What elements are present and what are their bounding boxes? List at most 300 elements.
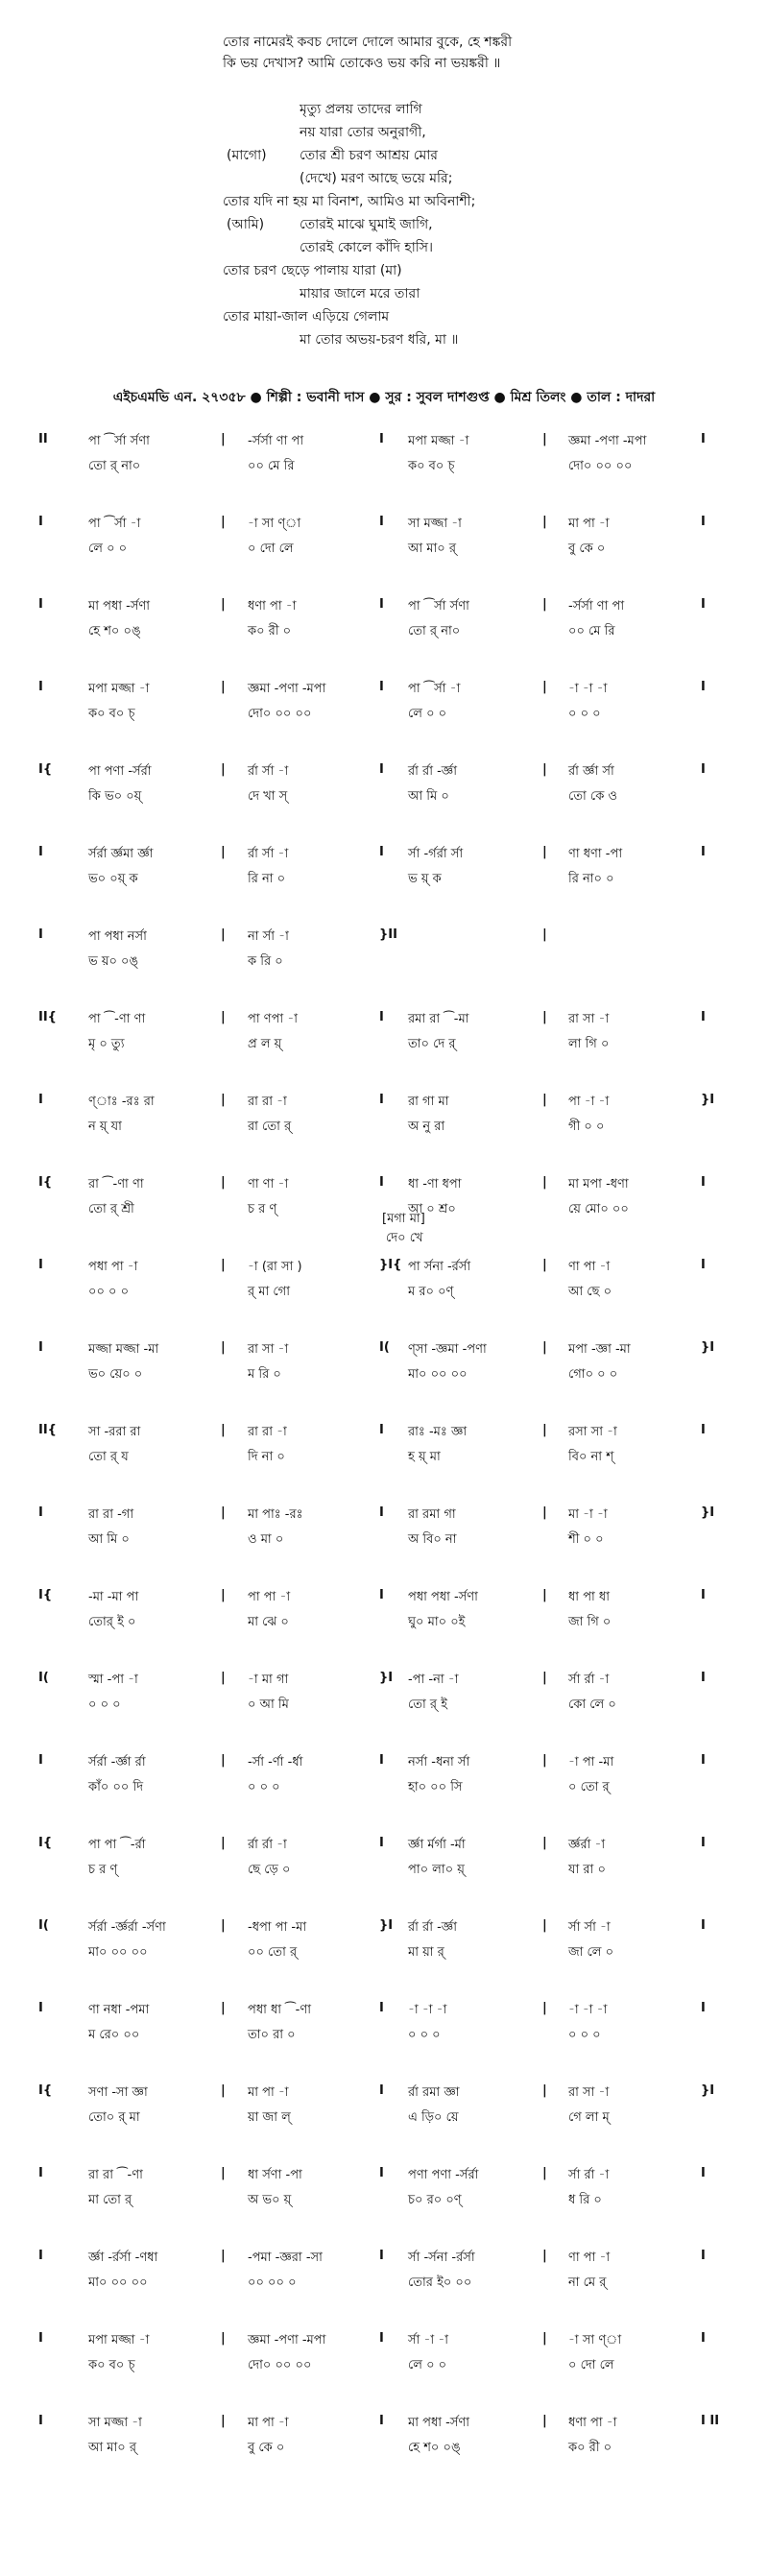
bar-marker: I	[701, 1175, 706, 1190]
bar-marker: I	[379, 1505, 384, 1520]
bar-marker: |	[542, 432, 547, 446]
bar-marker: }II	[379, 927, 397, 942]
section-marker: I	[38, 1753, 43, 1768]
notation-row	[0, 670, 768, 737]
bar-marker: |	[221, 1340, 226, 1355]
swara-group: -া সা ণ্া	[248, 517, 301, 531]
swara-group: ণা ণা -া	[248, 1177, 289, 1192]
section-marker: I{	[38, 762, 53, 777]
swara-group: পধা পধা -র্সণা	[408, 1590, 478, 1604]
swara-group: জ্ঞমা -পণা -মপা	[568, 434, 647, 448]
lyric-prefix: (মাগো)	[227, 148, 267, 163]
bani-group: মা০ ০০ ০০	[408, 1367, 468, 1382]
bani-group: জা গি ০	[568, 1615, 612, 1629]
bani-group: মা তো র্	[88, 2193, 132, 2207]
swara-group: ণ্সা -জ্ঞমা -পণা	[408, 1342, 487, 1357]
bar-marker: I	[379, 2331, 384, 2346]
section-marker: II{	[38, 1010, 57, 1024]
bar-marker: I	[379, 1836, 384, 1850]
swara-group: মা পা -া	[248, 2085, 289, 2100]
bar-marker: I	[379, 2414, 384, 2428]
bani-group: বু কে ০	[568, 542, 606, 556]
swara-group: -র্সা -র্ণা -র্ধা	[248, 1755, 303, 1769]
bar-marker: I	[379, 762, 384, 777]
swara-group: র্রা রমা জ্ঞা	[408, 2085, 460, 2100]
swara-group: মপা মজ্জা -া	[88, 2333, 150, 2347]
notation-row	[0, 2322, 768, 2389]
bani-group: শী ০ ০	[568, 1532, 604, 1547]
bani-group: রা তো র্	[248, 1119, 292, 1134]
notation-row	[0, 2156, 768, 2224]
swara-group: পা পা ⁀-র্রা	[88, 1838, 146, 1852]
notation-row	[0, 918, 768, 985]
lyric-line: তোর নামেরই কবচ দোলে দোলে আমার বুকে, হে শঙ্করী	[223, 35, 513, 50]
bar-marker: I	[701, 2249, 706, 2263]
bani-group: ধ রি ০	[568, 2193, 602, 2207]
bani-group: ভ য়০ ০ঙ্	[88, 954, 139, 969]
bani-group: দো০ ০০ ০০	[248, 2358, 312, 2372]
bani-group: রি না০ ০	[568, 872, 614, 886]
swara-group: র্জ্ঞা র্মর্গা -র্মা	[408, 1838, 466, 1852]
lyric-line: তোর চরণ ছেড়ে পালায় যারা (মা)	[223, 263, 402, 278]
section-marker: I	[38, 845, 43, 859]
bani-group: আ মি ০	[408, 789, 449, 804]
bani-group: দো০ ০০ ০০	[248, 707, 312, 721]
bar-marker: |	[542, 2331, 547, 2346]
bar-marker: }I{	[379, 1258, 402, 1272]
swara-group: মা পা -া	[568, 517, 610, 531]
bar-marker: I	[379, 432, 384, 446]
lyric-line: মা তোর অভয়-চরণ ধরি, মা ॥	[300, 332, 459, 348]
swara-group: মা পধা -র্সণা	[88, 599, 151, 614]
variant-note: দে০ খে	[386, 1231, 423, 1245]
bar-marker: |	[221, 1836, 226, 1850]
section-marker: I{	[38, 2083, 53, 2098]
bani-group: ঘু০ মা০ ০ই	[408, 1615, 466, 1629]
bar-marker: |	[221, 927, 226, 942]
bar-marker: |	[221, 680, 226, 694]
swara-group: পধা ধা ⁀-ণা	[248, 2003, 311, 2017]
bar-marker: |	[221, 2166, 226, 2180]
swara-group: র্সর্রা -র্জ্ঞর্রা -র্সণা	[88, 1920, 166, 1935]
bar-marker: I	[701, 2166, 706, 2180]
bar-marker: I	[379, 2166, 384, 2180]
swara-group: -া সা ণ্া	[568, 2333, 622, 2347]
bani-group: তো কে ও	[568, 789, 618, 804]
bar-marker: I	[379, 597, 384, 612]
swara-group: ণ্াঃ -রঃ রা	[88, 1095, 155, 1109]
swara-group: ধণা পা -া	[248, 599, 297, 614]
notation-row	[0, 753, 768, 820]
notation-row	[0, 1909, 768, 1976]
bar-marker: I	[379, 1010, 384, 1024]
swara-group: -মা -মা পা	[88, 1590, 139, 1604]
notation-row	[0, 1496, 768, 1563]
bar-marker: I	[701, 597, 706, 612]
notation-row	[0, 835, 768, 903]
section-marker: I	[38, 2249, 43, 2263]
bani-group: দে খা স্	[248, 789, 288, 804]
swara-group: র্রা র্সা -া	[248, 847, 289, 861]
swara-group: -া -া -া	[568, 682, 608, 696]
bani-group: ও মা ০	[248, 1532, 284, 1547]
bar-marker: I	[701, 1010, 706, 1024]
bani-group: ক০ রী ০	[248, 624, 292, 638]
bar-marker: |	[221, 1258, 226, 1272]
notation-row	[0, 588, 768, 655]
swara-group: রা রমা গা	[408, 1507, 456, 1522]
bani-group: গো০ ০ ০	[568, 1367, 618, 1382]
bar-marker: |	[542, 845, 547, 859]
bani-group: যা রা ০	[568, 1863, 606, 1877]
bani-group: গী ০ ০	[568, 1119, 605, 1134]
swara-group: পা পণা -র্সর্রা	[88, 764, 152, 779]
bani-group: লে ০ ০	[408, 707, 447, 721]
bani-group: হে শ০ ০ঙ্	[408, 2441, 461, 2455]
bar-marker: |	[542, 515, 547, 529]
swara-group: ধা র্সণা -পা	[248, 2168, 302, 2182]
lyric-prefix: (আমি)	[227, 217, 265, 232]
swara-group: রা গা মা	[408, 1095, 449, 1109]
bar-marker: |	[221, 1175, 226, 1190]
bar-marker: |	[221, 2331, 226, 2346]
bani-group: মা য়া র্	[408, 1945, 444, 1960]
swara-group: না র্সা -া	[248, 929, 289, 944]
swara-group: সা মজ্জা -া	[88, 2416, 142, 2430]
section-marker: I{	[38, 1836, 53, 1850]
swara-group: পা পা -া	[248, 1590, 291, 1604]
swara-group: র্সা র্সা -া	[568, 1920, 611, 1935]
lyric-line: মৃত্যু প্রলয় তাদের লাগি	[300, 102, 422, 117]
swara-group: রা রা -া	[248, 1095, 287, 1109]
bar-marker: |	[542, 1588, 547, 1602]
notation-row	[0, 1991, 768, 2058]
bar-marker: |	[221, 845, 226, 859]
section-marker: I{	[38, 1588, 53, 1602]
swara-group: ণা পা -া	[568, 2251, 611, 2265]
bani-group: ক০ ব০ চ্	[408, 459, 455, 473]
bani-group: না মে র্	[568, 2275, 607, 2290]
section-marker: I	[38, 1505, 43, 1520]
bani-group: আ মি ০	[88, 1532, 130, 1547]
swara-group: সণা -সা জ্ঞা	[88, 2085, 148, 2100]
swara-group: -র্সর্সা ণা পা	[568, 599, 625, 614]
swara-group: পধা পা -া	[88, 1260, 138, 1274]
swara-group: নর্সা -ধনা র্সা	[408, 1755, 470, 1769]
bar-marker: I	[379, 680, 384, 694]
bar-marker: |	[221, 1010, 226, 1024]
swara-group: মপা -জ্ঞা -মা	[568, 1342, 631, 1357]
bar-marker: |	[221, 1505, 226, 1520]
swara-group: রাঃ -মঃ জ্ঞা	[408, 1425, 468, 1439]
bar-marker: |	[542, 1010, 547, 1024]
bani-group: ক০ রী ০	[568, 2441, 612, 2455]
bar-marker: |	[542, 1836, 547, 1850]
bani-group: ০ ০ ০	[568, 707, 601, 721]
bar-marker: I	[379, 2001, 384, 2015]
bar-marker: I	[701, 1753, 706, 1768]
lyric-line: মায়ার জালে মরে তারা	[300, 286, 420, 301]
swara-group: -ধপা পা -মা	[248, 1920, 307, 1935]
swara-group: -পা -না -া	[408, 1673, 459, 1687]
bani-group: চ০ র০ ০ণ্	[408, 2193, 462, 2207]
bani-group: হা০ ০০ সি	[408, 1780, 463, 1794]
bani-group: ম রি ০	[248, 1367, 281, 1382]
swara-group: -র্সর্সা ণা পা	[248, 434, 304, 448]
swara-group: র্সা -র্সনা -র্রর্সা	[408, 2251, 475, 2265]
section-marker: I	[38, 1340, 43, 1355]
section-marker: I{	[38, 1175, 53, 1190]
bar-marker: I	[379, 1423, 384, 1437]
bar-marker: |	[542, 2249, 547, 2263]
lyric-line: (দেখে) মরণ আছে ভয়ে মরি;	[300, 171, 453, 186]
lyric-line: নয় যারা তোর অনুরাগী,	[300, 125, 426, 140]
bani-group: মৃ ০ ত্যু	[88, 1037, 125, 1051]
swara-group: রা সা -া	[568, 1012, 610, 1026]
bani-group: গে লা ম্	[568, 2110, 610, 2125]
bar-marker: I	[701, 1423, 706, 1437]
notation-row	[0, 2404, 768, 2471]
bani-group: আ মা০ র্	[408, 542, 457, 556]
swara-group: মা পাঃ -রঃ	[248, 1507, 303, 1522]
swara-group: রা রা -গা	[88, 1507, 134, 1522]
bani-group: তো র্ শ্রী	[88, 1202, 134, 1216]
notation-row	[0, 422, 768, 490]
bani-group: ন য়্ যা	[88, 1119, 122, 1134]
bani-group: চ র ণ্	[248, 1202, 277, 1216]
bani-group: দো০ ০০ ০০	[568, 459, 633, 473]
bar-marker: }I	[701, 1505, 715, 1520]
bani-group: ০০ তো র্	[248, 1945, 298, 1960]
notation-row	[0, 1331, 768, 1398]
swara-group: র্রা র্রা -র্জ্ঞা	[408, 1920, 458, 1935]
bar-marker: |	[221, 2249, 226, 2263]
swara-group: রমা রা ⁀-মা	[408, 1012, 469, 1026]
section-marker: I	[38, 1093, 43, 1107]
bar-marker: |	[542, 1340, 547, 1355]
swara-group: র্সা র্রা -া	[568, 2168, 610, 2182]
swara-group: মপা মজ্জা -া	[408, 434, 469, 448]
bani-group: ম র০ ০ণ্	[408, 1285, 454, 1299]
bani-group: অ নু রা	[408, 1119, 445, 1134]
notation-row	[0, 505, 768, 572]
swara-group: রা সা -া	[568, 2085, 610, 2100]
bani-group: তা০ দে র্	[408, 1037, 456, 1051]
section-marker: I(	[38, 1671, 49, 1685]
bani-group: তোর্ ই ০	[88, 1615, 136, 1629]
bar-marker: |	[542, 597, 547, 612]
section-marker: I	[38, 2331, 43, 2346]
swara-group: র্সর্রা -র্জ্ঞা র্রা	[88, 1755, 146, 1769]
bani-group: বি০ না শ্	[568, 1450, 614, 1464]
swara-group: রা ⁀-ণা ণা	[88, 1177, 144, 1192]
bar-marker: |	[221, 432, 226, 446]
bar-marker: I	[701, 1588, 706, 1602]
swara-group: সা মজ্জা -া	[408, 517, 462, 531]
notation-row	[0, 2239, 768, 2306]
notation-row	[0, 1661, 768, 1728]
notation-row	[0, 2074, 768, 2141]
bar-marker: I	[379, 515, 384, 529]
bar-marker: |	[542, 1753, 547, 1768]
bar-marker: |	[542, 1175, 547, 1190]
bar-marker: I	[379, 1753, 384, 1768]
swara-group: র্রা র্সা -া	[248, 764, 289, 779]
swara-group: র্সর্রা র্জ্ঞমা র্জ্ঞা	[88, 847, 154, 861]
bar-marker: }I	[701, 2083, 715, 2098]
swara-group: -া -া -া	[408, 2003, 447, 2017]
bar-marker: |	[542, 2083, 547, 2098]
bar-marker: I	[701, 2001, 706, 2015]
swara-group: র্সা র্রা -া	[568, 1673, 610, 1687]
swara-group: -া -া -া	[568, 2003, 608, 2017]
bani-group: ০০ মে রি	[248, 459, 295, 473]
swara-group: পা ⁀র্সা -া	[408, 682, 461, 696]
bar-marker: |	[542, 927, 547, 942]
swara-group: রসা সা -া	[568, 1425, 617, 1439]
bar-marker: |	[221, 1753, 226, 1768]
bar-marker: |	[221, 515, 226, 529]
bar-marker: I	[701, 515, 706, 529]
bar-marker: |	[221, 1093, 226, 1107]
bani-group: য়ে মো০ ০০	[568, 1202, 629, 1216]
swara-group: পা র্সনা -র্রর্সা	[408, 1260, 471, 1274]
bani-group: এ ড়ি০ য়ে	[408, 2110, 459, 2125]
section-marker: II	[38, 432, 48, 446]
lyric-line: তোরই কোলে কাঁদি হাসি।	[300, 240, 434, 255]
swara-group: -পমা -জ্ঞরা -সা	[248, 2251, 323, 2265]
swara-group: মা পধা -র্সণা	[408, 2416, 470, 2430]
bani-group: মা ঝে ০	[248, 1615, 289, 1629]
bar-marker: I	[701, 1671, 706, 1685]
swara-group: রা রা ⁀-ণা	[88, 2168, 143, 2182]
bani-group: ম রে০ ০০	[88, 2028, 140, 2042]
bani-group: ভ০ ০য়্ ক	[88, 872, 138, 886]
bani-group: ভ০ য়ে০ ০	[88, 1367, 143, 1382]
section-marker: I	[38, 2001, 43, 2015]
swara-group: র্রা র্রা -র্জ্ঞা	[408, 764, 458, 779]
bar-marker: |	[221, 1918, 226, 1933]
swara-group: ধা পা ধা	[568, 1590, 610, 1604]
section-marker: II{	[38, 1423, 57, 1437]
bar-marker: }I	[379, 1671, 394, 1685]
notation-row	[0, 1000, 768, 1068]
bani-group: ০ তো র্	[568, 1780, 610, 1794]
notation-row	[0, 1212, 768, 1315]
bar-marker: |	[542, 2414, 547, 2428]
bar-marker: I(	[379, 1340, 390, 1355]
bar-marker: |	[542, 680, 547, 694]
bani-group: ০ আ মি	[248, 1697, 289, 1712]
bar-marker: |	[542, 1505, 547, 1520]
swara-group: র্সা -া -া	[408, 2333, 449, 2347]
bar-marker: I	[701, 1918, 706, 1933]
bar-marker: |	[542, 1258, 547, 1272]
swara-group: ণা নধা -পমা	[88, 2003, 150, 2017]
bani-group: য়া জা ল্	[248, 2110, 291, 2125]
swara-group: মা -া -া	[568, 1507, 608, 1522]
swara-group: র্সা -র্গর্রা র্সা	[408, 847, 464, 861]
bani-group: কো লে ০	[568, 1697, 616, 1712]
bani-group: লে ০ ০	[408, 2358, 447, 2372]
bar-marker: I	[701, 1258, 706, 1272]
bani-group: লা গি ০	[568, 1037, 610, 1051]
bani-group: জা লে ০	[568, 1945, 614, 1960]
bar-marker: |	[542, 1423, 547, 1437]
swara-group: পা ণপা -া	[248, 1012, 299, 1026]
bani-group: পা০ লা০ য়্	[408, 1863, 465, 1877]
bar-marker: I	[701, 432, 706, 446]
bani-group: ০ দো লে	[568, 2358, 614, 2372]
bar-marker: I	[379, 845, 384, 859]
bar-marker: I	[701, 2331, 706, 2346]
bar-marker: |	[221, 597, 226, 612]
swara-group: র্রা র্রা -া	[248, 1838, 287, 1852]
swara-group: জ্ঞমা -পণা -মপা	[248, 2333, 326, 2347]
bani-group: তো র্ না০	[88, 459, 141, 473]
bani-group: হে শ০ ০ঙ্	[88, 624, 141, 638]
notation-row	[0, 1578, 768, 1646]
section-marker: I(	[38, 1918, 49, 1933]
bar-marker: I	[379, 1175, 384, 1190]
bar-marker: I	[701, 762, 706, 777]
bani-group: ছে ড়ে ০	[248, 1863, 291, 1877]
notation-row	[0, 1413, 768, 1481]
bani-group: কি ভ০ ০য়্	[88, 789, 142, 804]
bar-marker: I II	[701, 2414, 720, 2428]
record-info-line: এইচএমভি এন. ২৭৩৫৮ ● শিল্পী : ভবানী দাস ● সুর : সুবল দাশগুপ্ত ● মিশ্র তিলং ● তাল : দাদরা	[112, 390, 656, 405]
bani-group: অ বি০ না	[408, 1532, 457, 1547]
bani-group: ক০ ব০ চ্	[88, 707, 135, 721]
bani-group: তো র্ ই	[408, 1697, 447, 1712]
section-marker: I	[38, 927, 43, 942]
swara-group: পা পধা নর্সা	[88, 929, 147, 944]
swara-group: রা সা -া	[248, 1342, 289, 1357]
bani-group: ০ ০ ০	[408, 2028, 441, 2042]
swara-group: পণা পণা -র্সর্রা	[408, 2168, 479, 2182]
notation-row	[0, 1826, 768, 1893]
bar-marker: I	[379, 1093, 384, 1107]
bani-group: দি না ০	[248, 1450, 285, 1464]
bani-group: আ ছে ০	[568, 1285, 612, 1299]
bani-group: চ র ণ্	[88, 1863, 118, 1877]
notation-row	[0, 1744, 768, 1811]
bar-marker: |	[542, 2166, 547, 2180]
swara-group: -া পা -মা	[568, 1755, 614, 1769]
bar-marker: I	[379, 2083, 384, 2098]
bar-marker: |	[542, 1093, 547, 1107]
lyric-line: তোরই মাঝে ঘুমাই জাগি,	[300, 217, 433, 232]
swara-group: পা ⁀র্সা র্সণা	[88, 434, 150, 448]
bani-group: ভ য়্ ক	[408, 872, 442, 886]
bani-group: র্ মা গো	[248, 1285, 290, 1299]
swara-group: মা মপা -ধণা	[568, 1177, 629, 1192]
swara-group: স্মা -পা -া	[88, 1673, 138, 1687]
swara-group: ধণা পা -া	[568, 2416, 617, 2430]
bar-marker: |	[221, 2001, 226, 2015]
bani-group: কাঁ০ ০০ দি	[88, 1780, 144, 1794]
bani-group: ক রি ০	[248, 954, 283, 969]
bani-group: রি না ০	[248, 872, 286, 886]
swara-group: ধা -ণা ধপা	[408, 1177, 462, 1192]
bani-group: হ য়্ মা	[408, 1450, 441, 1464]
bani-group: অ ভ০ য়্	[248, 2193, 292, 2207]
bani-group: ক০ ব০ চ্	[88, 2358, 135, 2372]
bar-marker: }I	[701, 1340, 715, 1355]
bar-marker: |	[221, 2414, 226, 2428]
swara-group: মজ্জা মজ্জা -মা	[88, 1342, 159, 1357]
section-marker: I	[38, 2414, 43, 2428]
